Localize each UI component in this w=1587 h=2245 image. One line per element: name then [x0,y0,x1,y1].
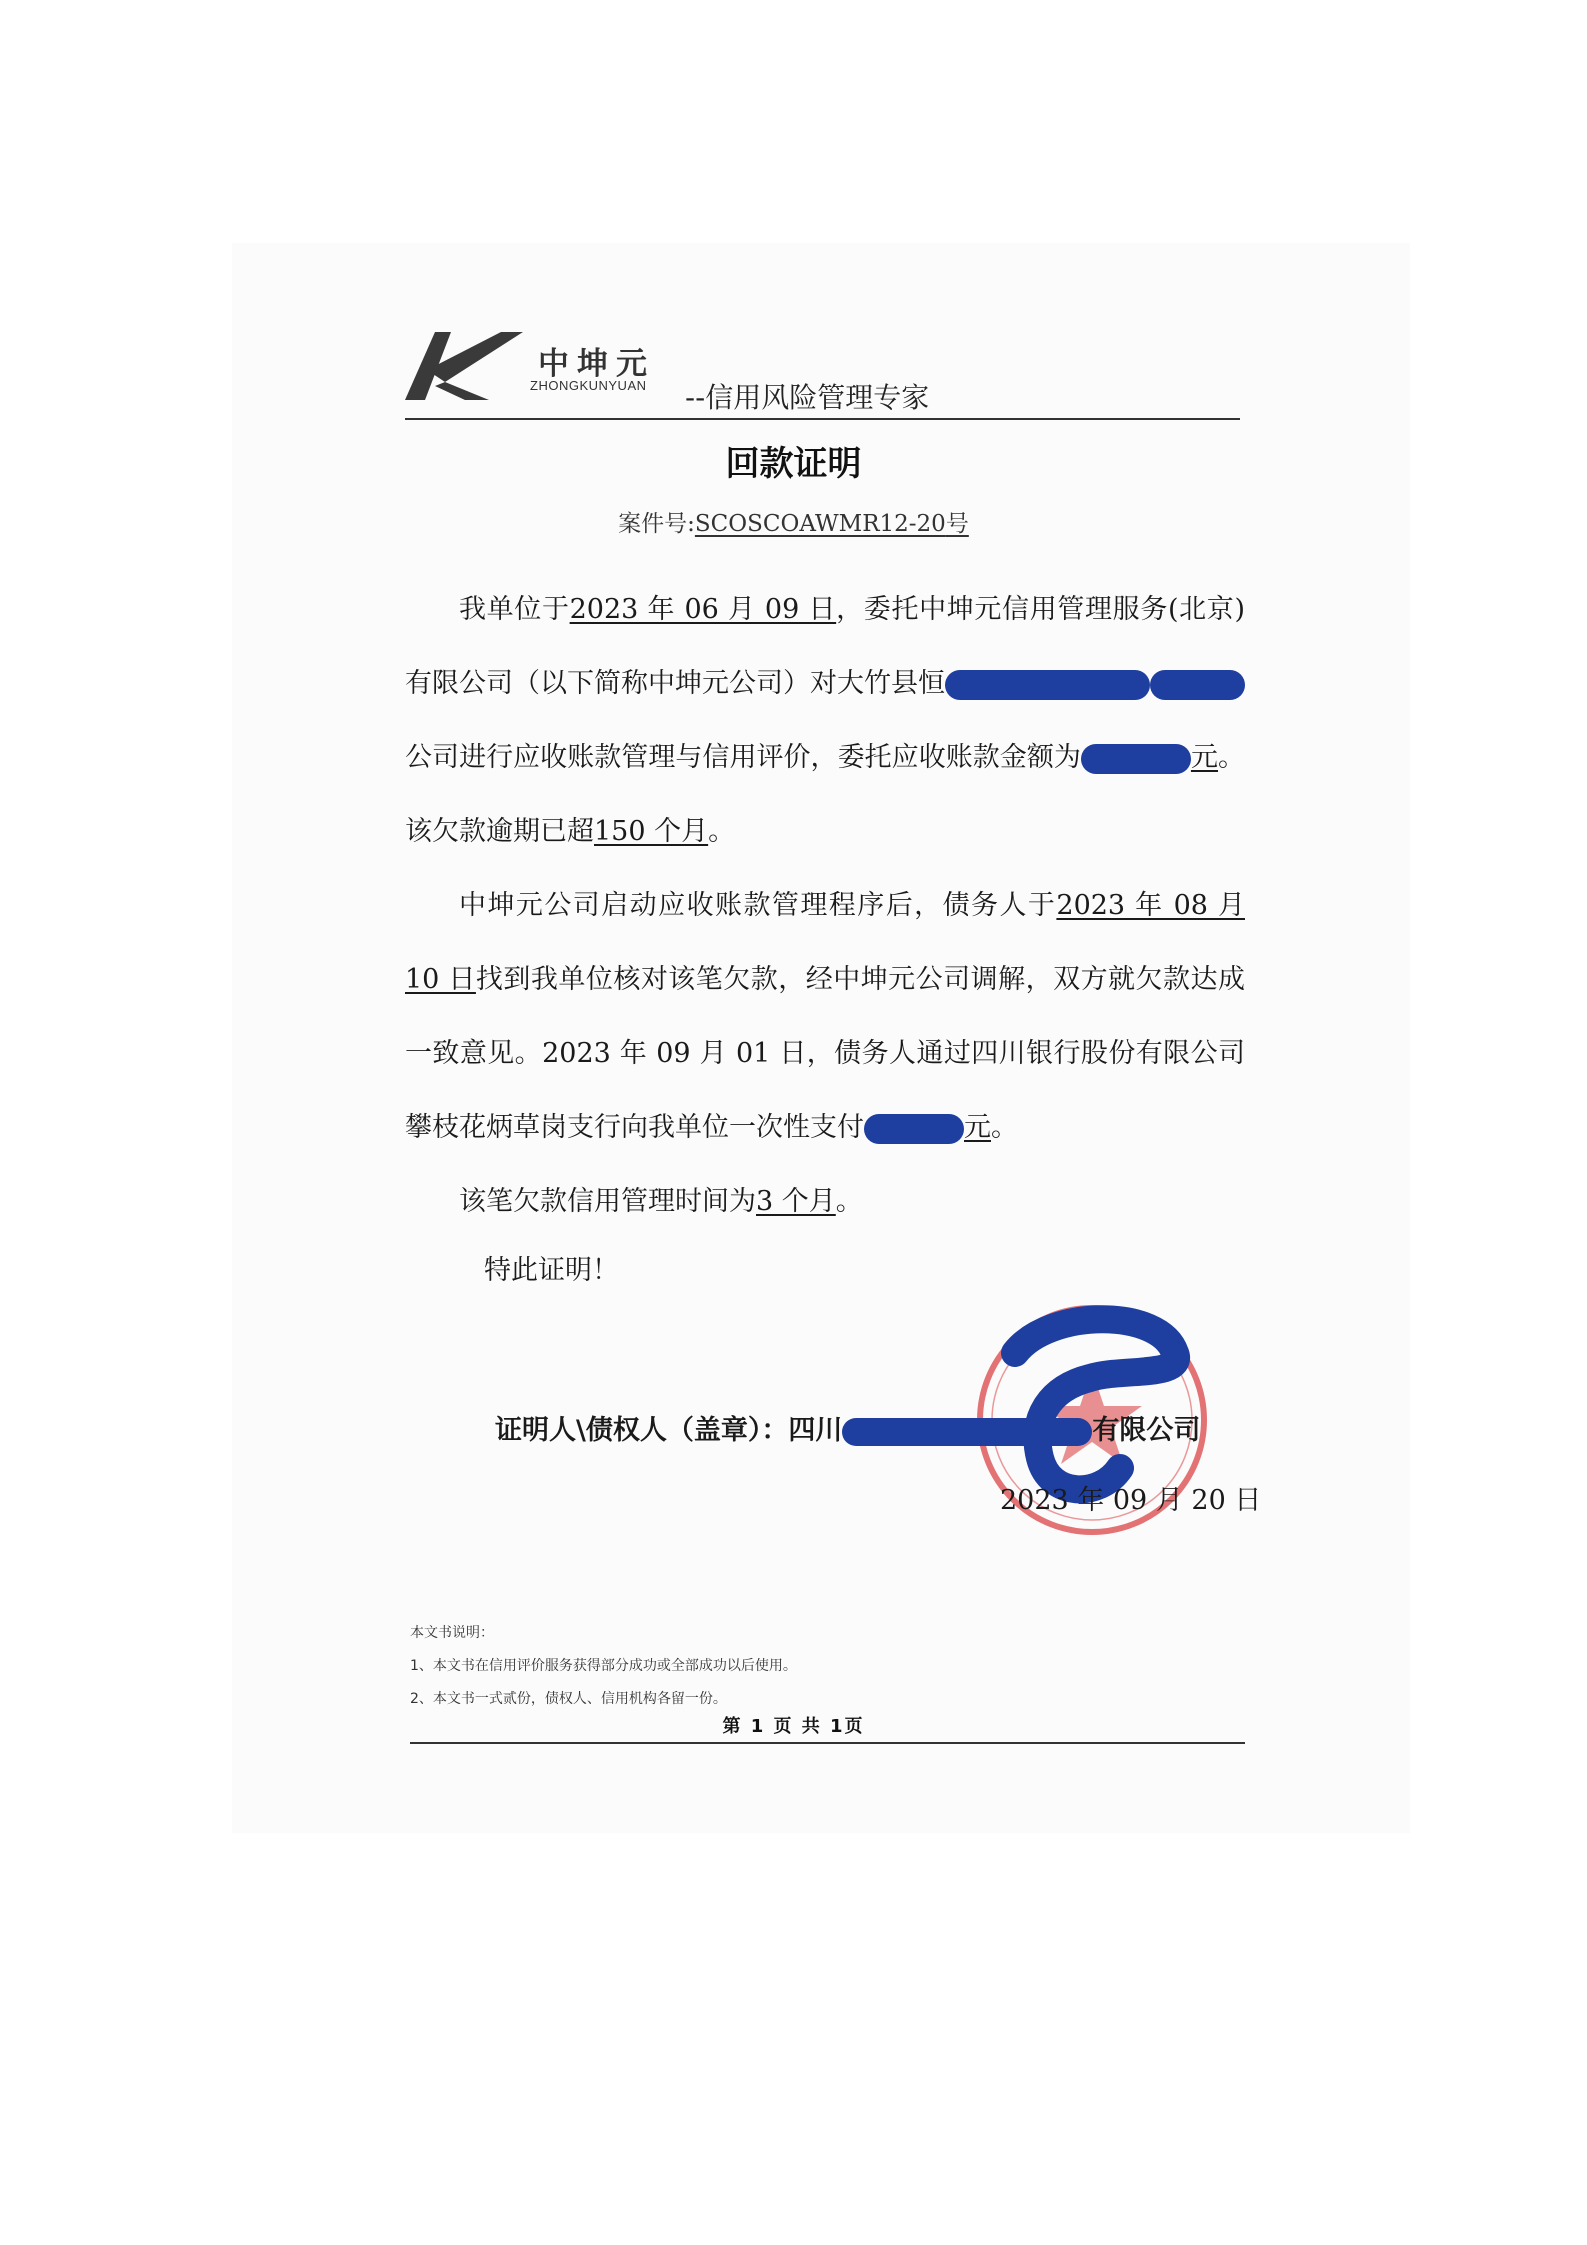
header-rule [405,418,1240,420]
p1-text-1: 我单位于 [459,594,570,625]
k-logo-icon [405,330,523,402]
footer-rule [410,1742,1245,1744]
p2-text-3: 。 [991,1112,1018,1143]
payment-unit: 元 [964,1112,991,1143]
p3-text-1: 该笔欠款信用管理时间为 [459,1186,756,1217]
p1-text-5: 。 [708,816,736,847]
case-suffix: 号 [945,511,969,537]
note-item: 2、本文书一式贰份，债权人、信用机构各留一份。 [410,1691,727,1707]
redaction-mark [1150,670,1245,700]
signer-label: 证明人\债权人（盖章）：四川 [495,1415,843,1446]
redaction-mark [1081,744,1191,774]
p2-text-1: 中坤元公司启动应收账款管理程序后，债务人于 [459,890,1057,921]
closing-statement: 特此证明！ [484,1255,619,1286]
brand-name-en: ZHONGKUNYUAN [530,378,647,393]
p1-text-3: 公司进行应收账款管理与信用评价，委托应收账款金额为 [405,742,1081,773]
management-duration: 3 个月 [756,1186,836,1217]
entrust-date: 2023 年 06 月 09 日 [569,594,837,625]
p2-text-2: 找到我单位核对该笔欠款，经中坤元公司调解，双方就欠款达成一致意见。2023 年 09 月 01 日，债务人通过四川银行股份有限公司攀枝花炳草岗支行向我单位一次性支付 [405,964,1245,1143]
contact-date: 2023 年 08 月 10 日 [405,890,1245,995]
p3-text-2: 。 [835,1186,863,1217]
case-prefix: 案件号: [618,511,695,537]
slogan: --信用风险管理专家 [685,381,930,414]
case-number: SCOSCOAWMR12-20 [694,511,946,537]
document-title: 回款证明 [725,444,862,484]
redaction-mark [864,1114,964,1144]
case-number-line [0,505,1587,538]
amount-unit: 元 [1190,742,1219,773]
paragraph-settlement [405,869,1245,1165]
paragraph-duration [405,1165,1245,1239]
paragraph-entrustment [405,573,1245,869]
note-item: 1、本文书在信用评价服务获得部分成功或全部成功以后使用。 [410,1658,797,1674]
page-number: 第 1 页 共 1页 [722,1716,865,1737]
notes-heading: 本文书说明： [410,1625,494,1641]
signature-date: 2023 年 09 月 20 日 [1000,1485,1262,1516]
p1-text-4: 。该欠款逾期已超 [405,742,1246,847]
p1-text-2: ，委托中坤元信用管理服务(北京)有限公司（以下简称中坤元公司）对大竹县恒 [405,594,1245,699]
signer-line [495,1408,1200,1447]
redaction-mark [842,1418,1092,1446]
signer-suffix: 有限公司 [1092,1415,1201,1446]
brand-name-cn: 中坤元 [538,346,655,382]
overdue-period: 150 个月 [594,816,709,847]
redaction-mark [945,670,1150,700]
